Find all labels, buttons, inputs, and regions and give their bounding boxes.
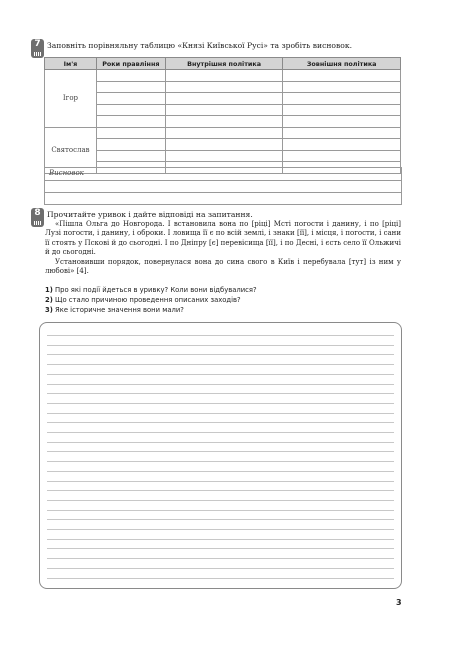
table-row [45,150,401,162]
header-name: Ім'я [45,58,97,70]
answer-line [47,413,394,414]
table-cell[interactable] [96,127,165,139]
conclusion-label: Висновок [49,169,84,177]
question-text: Про які події йдеться в уривку? Коли вони відбувалися? [55,286,257,294]
task-8-instruction: Прочитайте уривок і дайте відповіді на запитання. [47,210,253,219]
answer-line [47,500,394,501]
table-cell[interactable] [165,70,283,82]
question-number: 1) [45,286,53,294]
answer-line [47,442,394,443]
answer-line [47,510,394,511]
table-cell[interactable] [96,81,165,93]
task-8-badge [31,208,44,227]
task-number: 8 [34,208,41,218]
passage-paragraph: «Пішла Ольга до Новгорода. І встановила вона по [ріці] Мсті погости і данину, і по [ріці] Лузі погости, і данину, і оброки. І ловища її є по всій землі, і знаки [її], і місця, і погости, і сани її стоять у Пскові й до сьогодні. І по Дніпру [є] перевісища [її], і по Десні, і єсть село її Ольжичі й до сьогодні. [45,220,401,257]
question-text: Що стало причиною проведення описаних заходів? [55,296,241,304]
header-years: Роки правління [96,58,165,70]
conclusion-box[interactable] [44,167,402,205]
question-item [45,295,401,305]
answer-line [47,335,394,336]
table-row [45,116,401,128]
table-header-row [45,58,401,70]
question-item [45,305,401,315]
princes-table [44,57,401,174]
page-number: 3 [396,598,402,607]
answer-line [47,393,394,394]
header-domestic-policy: Внутрішня політика [165,58,283,70]
table-cell[interactable] [96,104,165,116]
table-cell[interactable] [165,139,283,151]
table-cell[interactable] [283,70,401,82]
answer-line [47,354,394,355]
table-row [45,139,401,151]
source-passage [45,220,401,276]
answer-line [47,374,394,375]
table-cell[interactable] [165,81,283,93]
answer-line [47,432,394,433]
question-list [45,285,401,315]
prince-name-igor: Ігор [45,70,97,128]
answer-line [47,539,394,540]
answer-line [47,481,394,482]
answer-line [45,192,401,193]
task-7-badge [31,39,44,58]
table-row [45,81,401,93]
task-icon [34,221,41,225]
answer-line [47,568,394,569]
question-number: 3) [45,306,53,314]
prince-name-sviatoslav: Святослав [45,127,97,173]
table-cell[interactable] [96,139,165,151]
table-cell[interactable] [165,127,283,139]
table-cell[interactable] [96,116,165,128]
answer-line [47,529,394,530]
table-cell[interactable] [283,116,401,128]
passage-paragraph: Установивши порядок, повернулася вона до сина свого в Київ і перебувала [тут] із ним у любові» [4]. [45,257,401,276]
answer-line [47,519,394,520]
question-item [45,285,401,295]
table-row [45,104,401,116]
answer-line [47,578,394,579]
table-row [45,127,401,139]
table-cell[interactable] [165,93,283,105]
table-cell[interactable] [283,139,401,151]
table-cell[interactable] [283,93,401,105]
table-cell[interactable] [165,116,283,128]
answer-line [47,471,394,472]
answer-line [47,461,394,462]
answer-line [47,422,394,423]
table-cell[interactable] [165,150,283,162]
table-cell[interactable] [165,104,283,116]
task-number: 7 [34,39,41,49]
answer-line [47,384,394,385]
table-cell[interactable] [283,104,401,116]
task-7-instruction: Заповніть порівняльну таблицю «Князі Київської Русі» та зробіть висновок. [47,41,353,50]
table-row [45,93,401,105]
table-cell[interactable] [96,150,165,162]
answer-line [47,548,394,549]
task-icon [34,52,41,56]
table-cell[interactable] [96,93,165,105]
table-cell[interactable] [283,127,401,139]
answer-line [47,345,394,346]
answer-line [47,364,394,365]
answer-box[interactable] [39,322,402,589]
answer-line [47,403,394,404]
answer-line [47,451,394,452]
table-cell[interactable] [96,70,165,82]
table-cell[interactable] [283,81,401,93]
header-foreign-policy: Зовнішня політика [283,58,401,70]
table-cell[interactable] [283,150,401,162]
question-number: 2) [45,296,53,304]
answer-line [47,558,394,559]
answer-line [45,180,401,181]
question-text: Яке історичне значення вони мали? [55,306,184,314]
table-row [45,70,401,82]
answer-line [47,490,394,491]
